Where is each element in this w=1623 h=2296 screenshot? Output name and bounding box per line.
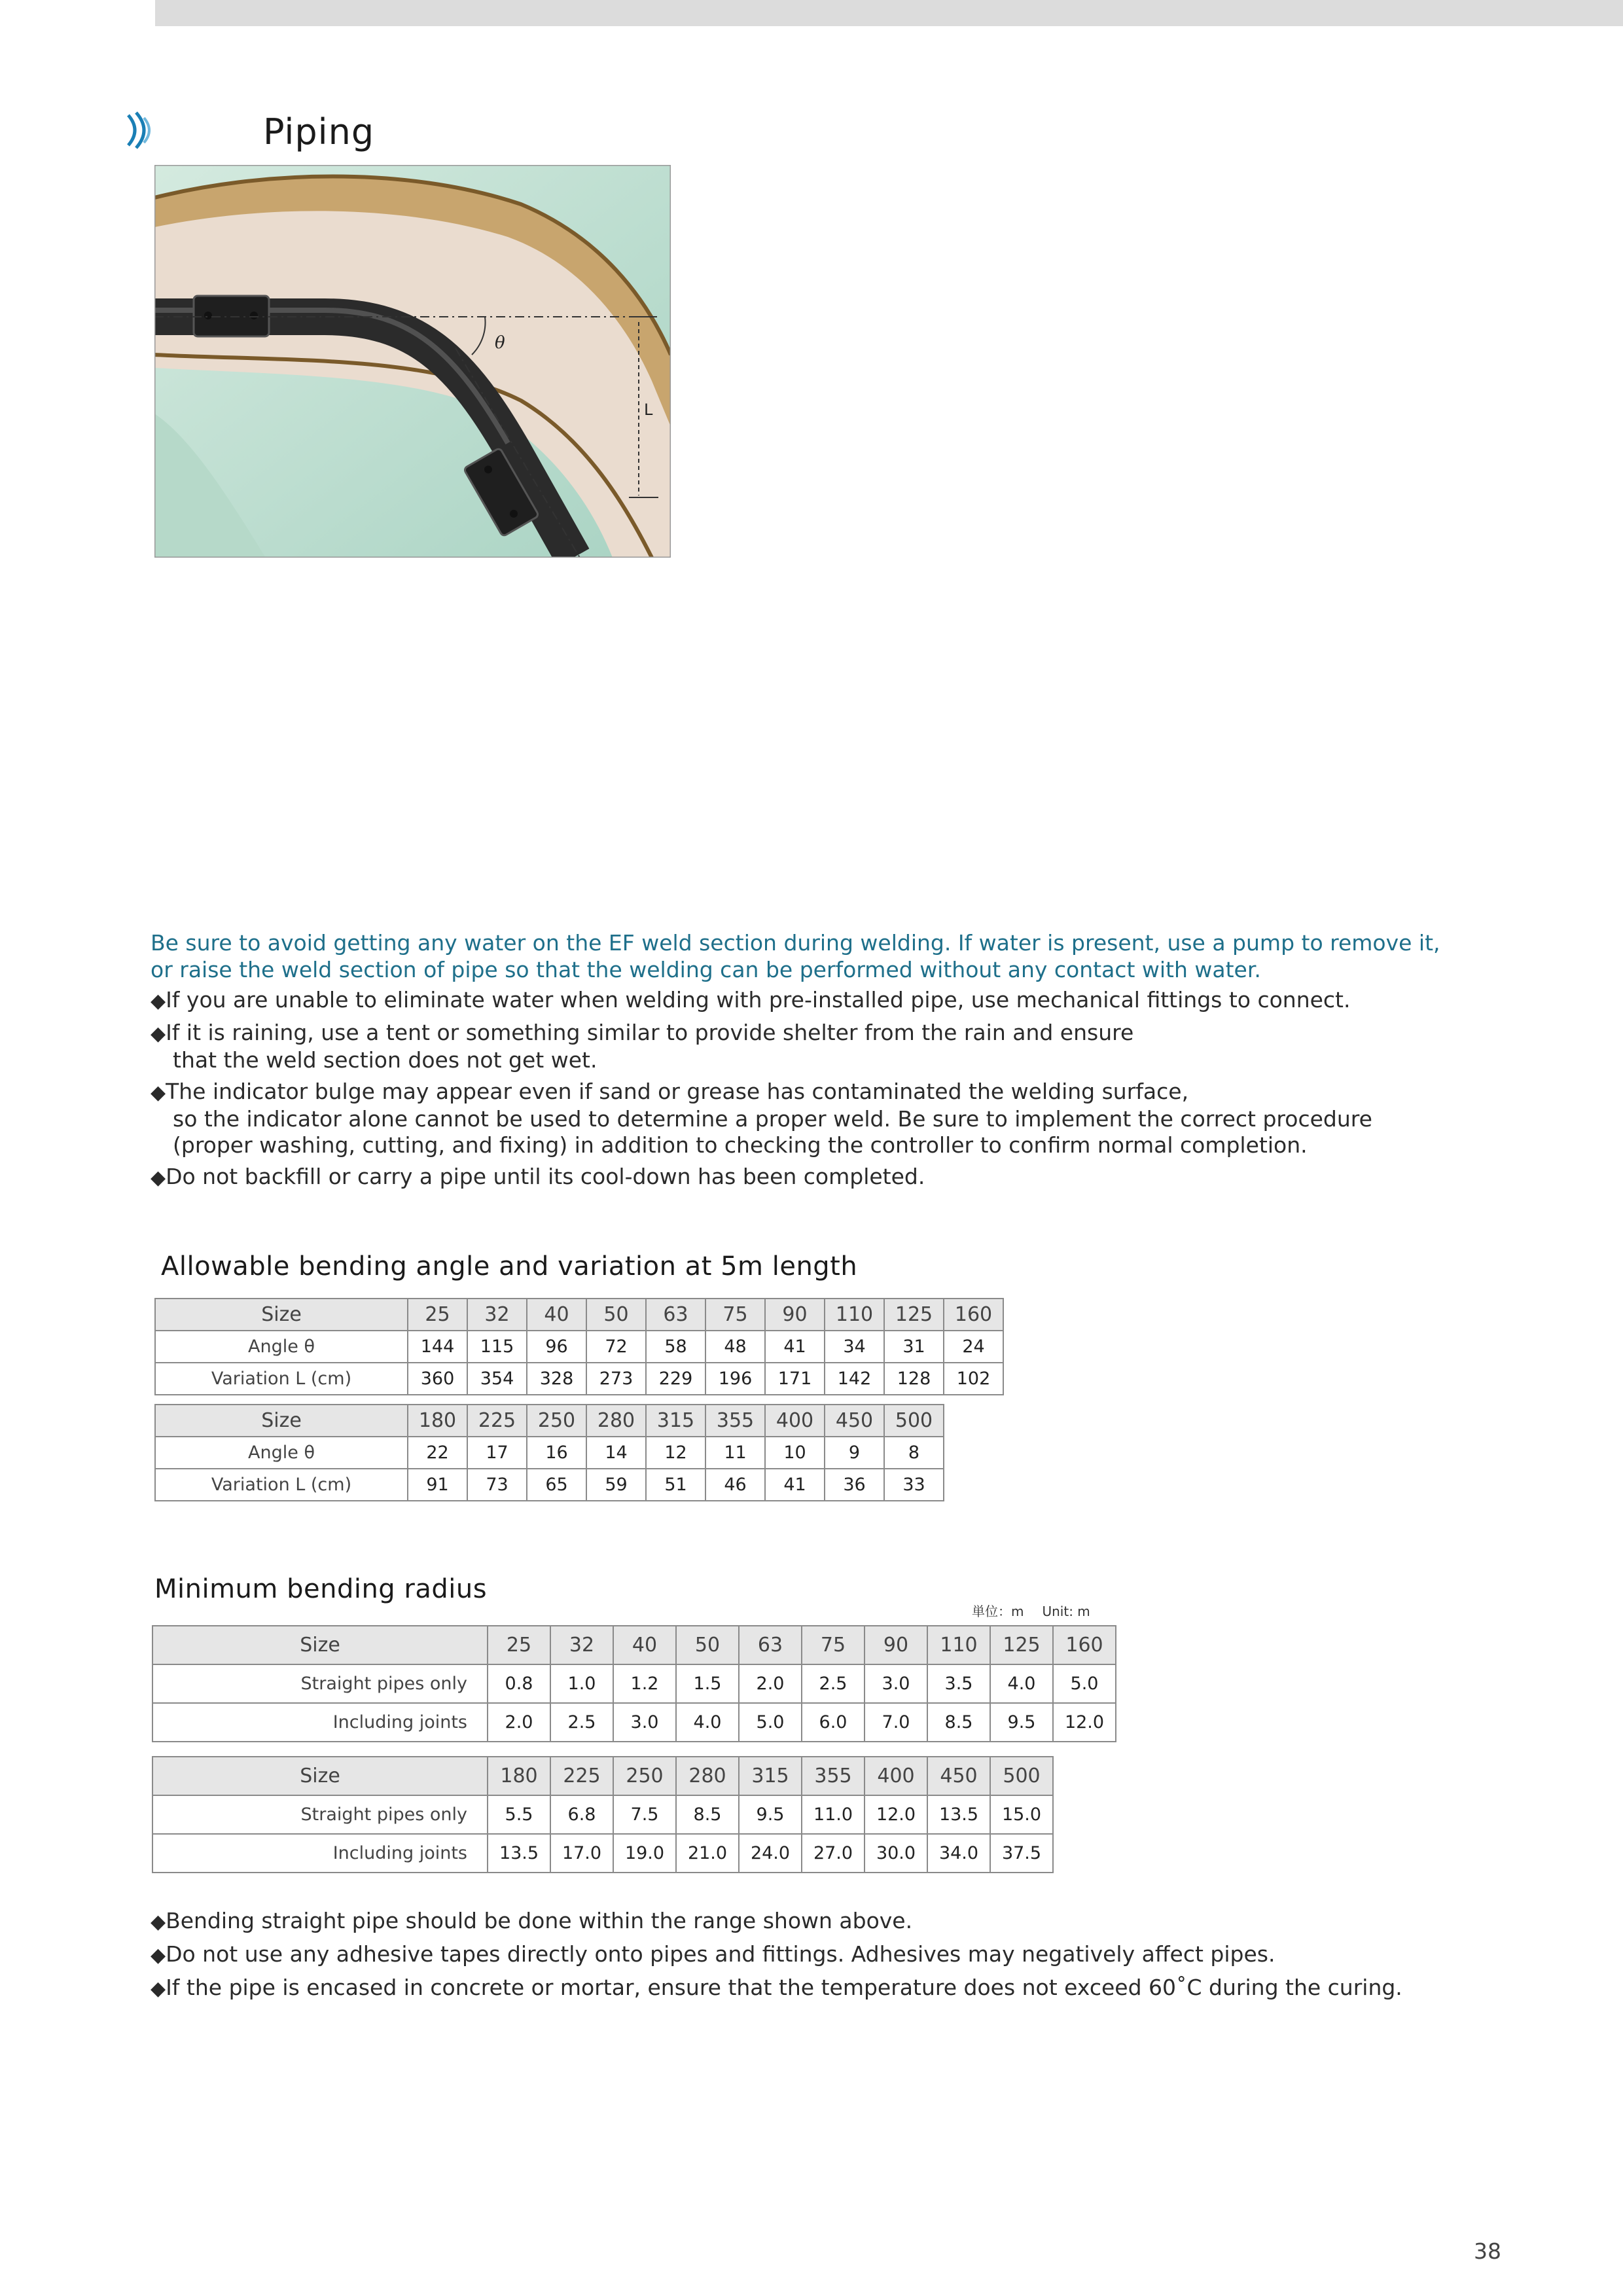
table-cell: 73 bbox=[467, 1469, 527, 1501]
table-cell: 25 bbox=[488, 1626, 550, 1664]
table-cell: 21.0 bbox=[676, 1834, 739, 1873]
table-cell: 273 bbox=[586, 1363, 646, 1395]
row-header: Angle θ bbox=[155, 1437, 408, 1469]
bullet-item bbox=[151, 987, 1518, 1014]
top-bar bbox=[155, 0, 1623, 26]
table-cell: 24 bbox=[944, 1331, 1003, 1363]
table-cell: 32 bbox=[550, 1626, 613, 1664]
row-header: Size bbox=[155, 1299, 408, 1331]
table-row bbox=[152, 1664, 1116, 1703]
intro-line: Be sure to avoid getting any water on the EF weld section during welding. If water is present, use a pump to remove it, bbox=[151, 930, 1440, 956]
bullet-line: ◆The indicator bulge may appear even if sand or grease has contaminated the welding surface, bbox=[151, 1079, 1189, 1104]
table-row bbox=[155, 1331, 1003, 1363]
table-cell: 11 bbox=[705, 1437, 765, 1469]
table-row bbox=[155, 1299, 1003, 1331]
row-header: Straight pipes only bbox=[152, 1795, 488, 1834]
min-radius-table-2 bbox=[152, 1756, 1054, 1873]
table-cell: 17.0 bbox=[550, 1834, 613, 1873]
table-cell: 31 bbox=[884, 1331, 944, 1363]
table-cell: 41 bbox=[765, 1331, 825, 1363]
min-radius-title: Minimum bending radius bbox=[154, 1574, 488, 1604]
bullet-line: ◆If it is raining, use a tent or something similar to provide shelter from the rain and ensure bbox=[151, 1020, 1134, 1045]
table-cell: 328 bbox=[527, 1363, 586, 1395]
row-header: Size bbox=[155, 1405, 408, 1437]
table-cell: 22 bbox=[408, 1437, 467, 1469]
table-cell: 90 bbox=[765, 1299, 825, 1331]
table-cell: 400 bbox=[765, 1405, 825, 1437]
note-item: ◆Bending straight pipe should be done within the range shown above. bbox=[151, 1908, 913, 1933]
table-cell: 2.0 bbox=[739, 1664, 802, 1703]
table-row bbox=[152, 1626, 1116, 1664]
table-cell: 225 bbox=[467, 1405, 527, 1437]
row-header: Angle θ bbox=[155, 1331, 408, 1363]
unit-en: Unit: m bbox=[1042, 1604, 1090, 1619]
diamond-bullet-icon: ◆ bbox=[151, 990, 166, 1013]
table-cell: 32 bbox=[467, 1299, 527, 1331]
diamond-bullet-icon: ◆ bbox=[151, 1022, 166, 1045]
section-marker-icon bbox=[122, 110, 161, 151]
table-cell: 115 bbox=[467, 1331, 527, 1363]
table-cell: 3.0 bbox=[865, 1664, 927, 1703]
table-cell: 110 bbox=[927, 1626, 990, 1664]
table-row bbox=[152, 1757, 1053, 1795]
diamond-bullet-icon: ◆ bbox=[151, 1081, 166, 1104]
table-cell: 315 bbox=[646, 1405, 705, 1437]
table-cell: 102 bbox=[944, 1363, 1003, 1395]
diamond-bullet-icon: ◆ bbox=[151, 1944, 166, 1967]
table-cell: 110 bbox=[825, 1299, 884, 1331]
table-row bbox=[155, 1363, 1003, 1395]
table-cell: 196 bbox=[705, 1363, 765, 1395]
table-cell: 0.8 bbox=[488, 1664, 550, 1703]
unit-label bbox=[972, 1601, 1109, 1620]
table-cell: 3.0 bbox=[613, 1703, 676, 1742]
table-cell: 160 bbox=[944, 1299, 1003, 1331]
note-item: ◆If the pipe is encased in concrete or mortar, ensure that the temperature does not exceed 60˚C during the curing. bbox=[151, 1975, 1402, 2000]
min-radius-table-1 bbox=[152, 1625, 1116, 1742]
table-cell: 500 bbox=[884, 1405, 944, 1437]
row-header: Size bbox=[152, 1757, 488, 1795]
table-cell: 125 bbox=[884, 1299, 944, 1331]
table-cell: 400 bbox=[865, 1757, 927, 1795]
table-cell: 144 bbox=[408, 1331, 467, 1363]
table-cell: 63 bbox=[739, 1626, 802, 1664]
bullet-line: so the indicator alone cannot be used to determine a proper weld. Be sure to implement the correct procedure bbox=[173, 1106, 1372, 1132]
table-cell: 11.0 bbox=[802, 1795, 865, 1834]
table-cell: 500 bbox=[990, 1757, 1053, 1795]
table-cell: 34.0 bbox=[927, 1834, 990, 1873]
table-cell: 180 bbox=[408, 1405, 467, 1437]
table-cell: 58 bbox=[646, 1331, 705, 1363]
row-header: Variation L (cm) bbox=[155, 1469, 408, 1501]
table-cell: 75 bbox=[802, 1626, 865, 1664]
table-cell: 48 bbox=[705, 1331, 765, 1363]
row-header: Straight pipes only bbox=[152, 1664, 488, 1703]
table-cell: 46 bbox=[705, 1469, 765, 1501]
angle-label: θ bbox=[495, 333, 505, 353]
note-item: ◆Do not use any adhesive tapes directly onto pipes and fittings. Adhesives may negatively affect pipes. bbox=[151, 1941, 1275, 1967]
table-cell: 125 bbox=[990, 1626, 1053, 1664]
bullet-list bbox=[151, 987, 1518, 1196]
table-row bbox=[152, 1703, 1116, 1742]
table-cell: 450 bbox=[825, 1405, 884, 1437]
table-cell: 91 bbox=[408, 1469, 467, 1501]
page-title: Piping bbox=[263, 111, 375, 152]
table-cell: 2.5 bbox=[550, 1703, 613, 1742]
table-cell: 96 bbox=[527, 1331, 586, 1363]
table-cell: 17 bbox=[467, 1437, 527, 1469]
table-cell: 41 bbox=[765, 1469, 825, 1501]
table-cell: 180 bbox=[488, 1757, 550, 1795]
table-cell: 37.5 bbox=[990, 1834, 1053, 1873]
table-cell: 9 bbox=[825, 1437, 884, 1469]
table-cell: 25 bbox=[408, 1299, 467, 1331]
row-header: Including joints bbox=[152, 1834, 488, 1873]
pipe-bending-illustration bbox=[154, 165, 671, 558]
page-number: 38 bbox=[1474, 2238, 1501, 2264]
table-cell: 229 bbox=[646, 1363, 705, 1395]
table-cell: 5.0 bbox=[739, 1703, 802, 1742]
table-cell: 12.0 bbox=[1053, 1703, 1116, 1742]
table-cell: 40 bbox=[613, 1626, 676, 1664]
table-cell: 4.0 bbox=[676, 1703, 739, 1742]
table-cell: 12.0 bbox=[865, 1795, 927, 1834]
bullet-item bbox=[151, 1164, 1518, 1191]
table-cell: 90 bbox=[865, 1626, 927, 1664]
table-cell: 24.0 bbox=[739, 1834, 802, 1873]
table-cell: 5.0 bbox=[1053, 1664, 1116, 1703]
table-cell: 315 bbox=[739, 1757, 802, 1795]
table-cell: 8.5 bbox=[676, 1795, 739, 1834]
bullet-item bbox=[151, 1079, 1518, 1158]
table-cell: 160 bbox=[1053, 1626, 1116, 1664]
table-cell: 51 bbox=[646, 1469, 705, 1501]
table-cell: 36 bbox=[825, 1469, 884, 1501]
table-cell: 13.5 bbox=[927, 1795, 990, 1834]
table-cell: 8 bbox=[884, 1437, 944, 1469]
table-cell: 6.8 bbox=[550, 1795, 613, 1834]
table-cell: 50 bbox=[676, 1626, 739, 1664]
table-cell: 360 bbox=[408, 1363, 467, 1395]
table-cell: 5.5 bbox=[488, 1795, 550, 1834]
table-cell: 171 bbox=[765, 1363, 825, 1395]
table-cell: 30.0 bbox=[865, 1834, 927, 1873]
bullet-line: that the weld section does not get wet. bbox=[173, 1047, 597, 1073]
table-cell: 34 bbox=[825, 1331, 884, 1363]
table-cell: 7.0 bbox=[865, 1703, 927, 1742]
table-cell: 8.5 bbox=[927, 1703, 990, 1742]
table-cell: 142 bbox=[825, 1363, 884, 1395]
table-cell: 3.5 bbox=[927, 1664, 990, 1703]
intro-text bbox=[151, 929, 1518, 983]
table-row bbox=[152, 1795, 1053, 1834]
table-cell: 280 bbox=[676, 1757, 739, 1795]
bending-angle-table-1 bbox=[154, 1298, 1004, 1395]
row-header: Variation L (cm) bbox=[155, 1363, 408, 1395]
table-cell: 280 bbox=[586, 1405, 646, 1437]
table-cell: 50 bbox=[586, 1299, 646, 1331]
table-cell: 225 bbox=[550, 1757, 613, 1795]
table-cell: 10 bbox=[765, 1437, 825, 1469]
table-cell: 33 bbox=[884, 1469, 944, 1501]
table-cell: 27.0 bbox=[802, 1834, 865, 1873]
diamond-bullet-icon: ◆ bbox=[151, 1910, 166, 1933]
bending-angle-table-2 bbox=[154, 1404, 944, 1501]
table-cell: 355 bbox=[705, 1405, 765, 1437]
table-cell: 2.5 bbox=[802, 1664, 865, 1703]
table-cell: 6.0 bbox=[802, 1703, 865, 1742]
table-cell: 250 bbox=[613, 1757, 676, 1795]
row-header: Size bbox=[152, 1626, 488, 1664]
row-header: Including joints bbox=[152, 1703, 488, 1742]
notes-list bbox=[151, 1905, 1518, 2005]
diamond-bullet-icon: ◆ bbox=[151, 1166, 166, 1189]
bullet-line: ◆Do not backfill or carry a pipe until its cool-down has been completed. bbox=[151, 1164, 925, 1189]
table-cell: 1.0 bbox=[550, 1664, 613, 1703]
bullet-line: ◆If you are unable to eliminate water when welding with pre-installed pipe, use mechanical fittings to connect. bbox=[151, 987, 1351, 1013]
table-cell: 14 bbox=[586, 1437, 646, 1469]
table-cell: 75 bbox=[705, 1299, 765, 1331]
table-cell: 2.0 bbox=[488, 1703, 550, 1742]
table-row bbox=[152, 1834, 1053, 1873]
bending-angle-title: Allowable bending angle and variation at 5m length bbox=[161, 1251, 858, 1282]
table-cell: 7.5 bbox=[613, 1795, 676, 1834]
table-cell: 16 bbox=[527, 1437, 586, 1469]
table-row bbox=[155, 1405, 944, 1437]
unit-jp: 単位：m bbox=[972, 1604, 1024, 1619]
table-cell: 1.2 bbox=[613, 1664, 676, 1703]
table-cell: 12 bbox=[646, 1437, 705, 1469]
intro-line: or raise the weld section of pipe so that the welding can be performed without any contact with water. bbox=[151, 957, 1261, 982]
table-cell: 450 bbox=[927, 1757, 990, 1795]
table-cell: 4.0 bbox=[990, 1664, 1053, 1703]
table-row bbox=[155, 1469, 944, 1501]
bullet-item bbox=[151, 1020, 1518, 1073]
length-label: L bbox=[644, 401, 653, 419]
table-cell: 13.5 bbox=[488, 1834, 550, 1873]
table-cell: 59 bbox=[586, 1469, 646, 1501]
table-cell: 9.5 bbox=[739, 1795, 802, 1834]
diamond-bullet-icon: ◆ bbox=[151, 1977, 166, 2000]
table-cell: 9.5 bbox=[990, 1703, 1053, 1742]
table-cell: 65 bbox=[527, 1469, 586, 1501]
table-row bbox=[155, 1437, 944, 1469]
table-cell: 355 bbox=[802, 1757, 865, 1795]
table-cell: 63 bbox=[646, 1299, 705, 1331]
table-cell: 354 bbox=[467, 1363, 527, 1395]
table-cell: 72 bbox=[586, 1331, 646, 1363]
table-cell: 250 bbox=[527, 1405, 586, 1437]
table-cell: 40 bbox=[527, 1299, 586, 1331]
table-cell: 1.5 bbox=[676, 1664, 739, 1703]
table-cell: 15.0 bbox=[990, 1795, 1053, 1834]
table-cell: 19.0 bbox=[613, 1834, 676, 1873]
bullet-line: (proper washing, cutting, and fixing) in addition to checking the controller to confirm normal completion. bbox=[173, 1132, 1308, 1158]
table-cell: 128 bbox=[884, 1363, 944, 1395]
